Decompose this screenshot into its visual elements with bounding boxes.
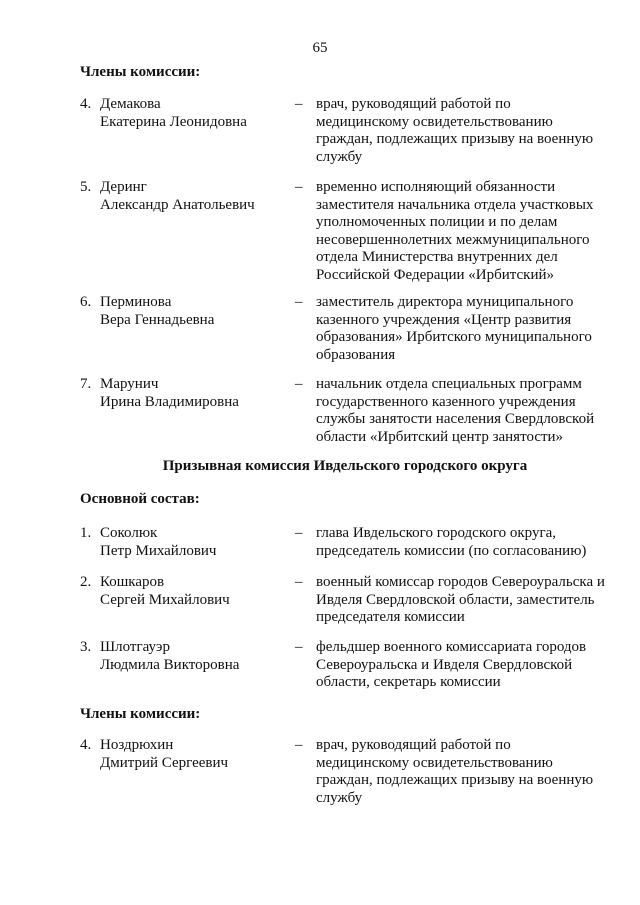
position-line: заместителя начальника отдела участковых: [316, 196, 594, 213]
surname: Шлотгауэр: [100, 639, 170, 655]
given-names: Александр Анатольевич: [100, 196, 255, 213]
position-line: образования: [316, 346, 396, 363]
item-number: 7.: [80, 376, 92, 392]
item-number: 6.: [80, 294, 92, 310]
position-line: временно исполняющий обязанности: [316, 179, 556, 195]
item-number: 3.: [80, 639, 92, 655]
dash-separator: –: [295, 639, 303, 655]
surname: Кошкаров: [100, 574, 165, 590]
position-line: председатель комиссии (по согласованию): [316, 542, 587, 559]
dash-separator: –: [295, 737, 303, 753]
person-name: [100, 179, 280, 214]
position-line: медицинскому освидетельствованию: [316, 113, 553, 130]
position-line: председателя комиссии: [316, 609, 465, 625]
given-names: Дмитрий Сергеевич: [100, 754, 229, 771]
item-number: 4.: [80, 96, 92, 112]
position-line: Североуральска и Ивделя Свердловской: [316, 656, 573, 673]
position-line: начальник отдела специальных программ: [316, 376, 582, 392]
dash-separator: –: [295, 179, 303, 195]
person-name: [100, 639, 280, 674]
position-description: [316, 179, 616, 284]
given-names: Екатерина Леонидовна: [100, 113, 247, 130]
position-line: граждан, подлежащих призыву на военную: [316, 131, 594, 147]
position-line: государственного казенного учреждения: [316, 393, 576, 410]
position-line: службы занятости населения Свердловской: [316, 411, 595, 427]
person-name: [100, 737, 280, 772]
section-heading-members: Члены комиссии:: [80, 64, 201, 80]
position-line: врач, руководящий работой по: [316, 96, 511, 112]
given-names: Людмила Викторовна: [100, 656, 240, 673]
position-description: [316, 294, 616, 364]
given-names: Петр Михайлович: [100, 542, 217, 559]
dash-separator: –: [295, 294, 303, 310]
surname: Марунич: [100, 376, 159, 392]
position-line: Ивделя Свердловской области, заместитель: [316, 591, 595, 608]
page-number: 65: [312, 40, 328, 56]
surname: Деринг: [100, 179, 147, 195]
position-description: [316, 96, 616, 166]
position-line: области «Ирбитский центр занятости»: [316, 428, 564, 445]
surname: Соколюк: [100, 525, 158, 541]
position-line: медицинскому освидетельствованию: [316, 754, 553, 771]
position-line: граждан, подлежащих призыву на военную: [316, 772, 594, 788]
given-names: Вера Геннадьевна: [100, 311, 215, 328]
position-line: военный комиссар городов Североуральска и: [316, 574, 605, 590]
dash-separator: –: [295, 525, 303, 541]
surname: Ноздрюхин: [100, 737, 174, 753]
position-description: [316, 639, 616, 692]
given-names: Ирина Владимировна: [100, 393, 239, 410]
position-line: глава Ивдельского городского округа,: [316, 525, 557, 541]
position-line: уполномоченных полиции и по делам: [316, 214, 558, 230]
person-name: [100, 574, 280, 609]
person-name: [100, 376, 280, 411]
person-name: [100, 294, 280, 329]
position-line: несовершеннолетних межмуниципального: [316, 231, 590, 248]
item-number: 4.: [80, 737, 92, 753]
surname: Демакова: [100, 96, 161, 112]
section-heading-members: Члены комиссии:: [80, 706, 201, 722]
position-description: [316, 574, 616, 627]
position-description: [316, 376, 616, 446]
item-number: 2.: [80, 574, 92, 590]
commission-title: Призывная комиссия Ивдельского городского округа: [162, 458, 528, 474]
position-description: [316, 737, 616, 807]
position-line: образования» Ирбитского муниципального: [316, 329, 592, 345]
position-line: службу: [316, 789, 363, 806]
item-number: 1.: [80, 525, 92, 541]
person-name: [100, 96, 280, 131]
position-line: области, секретарь комиссии: [316, 674, 501, 690]
given-names: Сергей Михайлович: [100, 591, 230, 608]
position-line: врач, руководящий работой по: [316, 737, 511, 753]
position-description: [316, 525, 616, 560]
position-line: Российской Федерации «Ирбитский»: [316, 266, 554, 283]
position-line: заместитель директора муниципального: [316, 294, 574, 310]
section-heading-main-composition: Основной состав:: [80, 491, 200, 507]
person-name: [100, 525, 280, 560]
dash-separator: –: [295, 574, 303, 590]
position-line: отдела Министерства внутренних дел: [316, 249, 558, 265]
position-line: службу: [316, 148, 363, 165]
position-line: казенного учреждения «Центр развития: [316, 311, 572, 328]
surname: Перминова: [100, 294, 172, 310]
position-line: фельдшер военного комиссариата городов: [316, 639, 587, 655]
item-number: 5.: [80, 179, 92, 195]
dash-separator: –: [295, 96, 303, 112]
dash-separator: –: [295, 376, 303, 392]
